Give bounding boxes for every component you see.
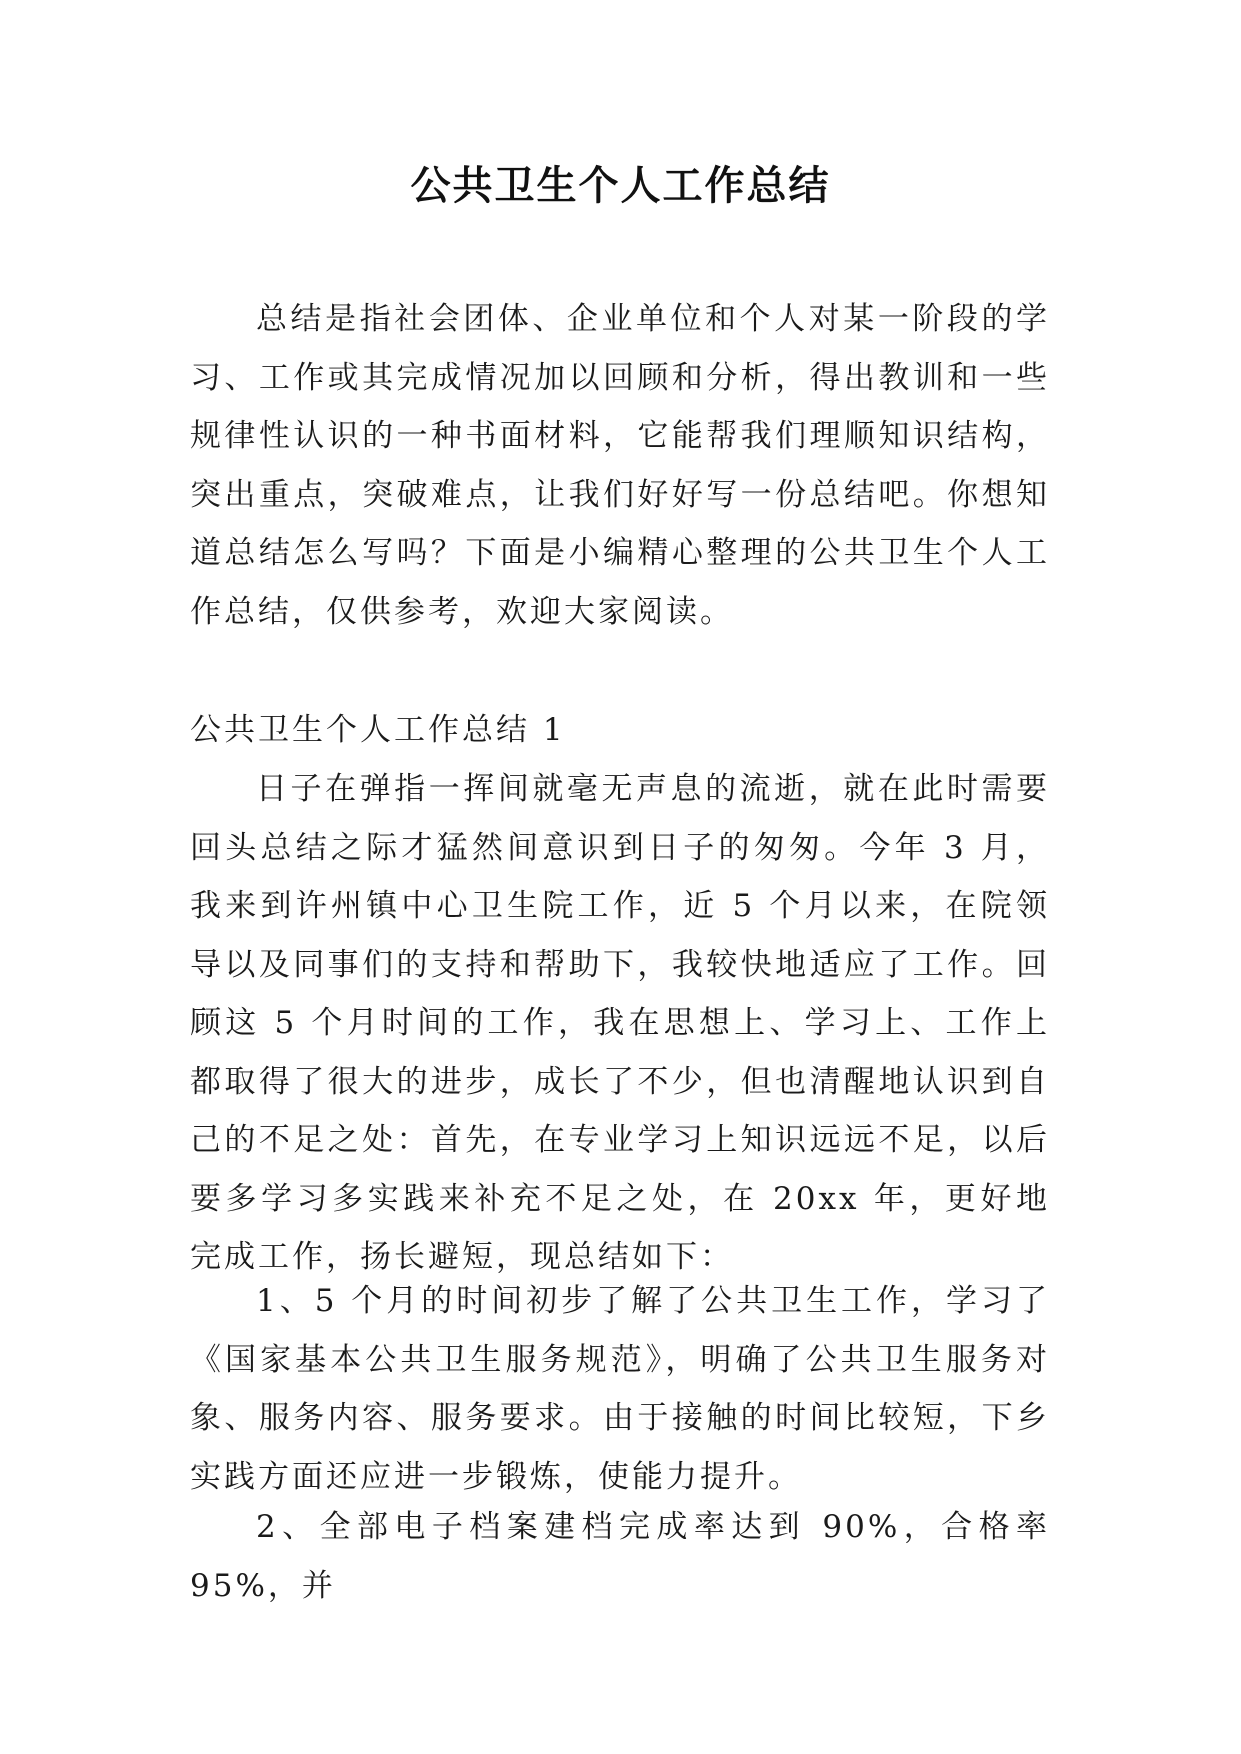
section-heading: 公共卫生个人工作总结 1 bbox=[190, 712, 566, 748]
intro-paragraph: 总结是指社会团体、企业单位和个人对某一阶段的学习、工作或其完成情况加以回顾和分析，得出教训和一些规律性认识的一种书面材料，它能帮我们理顺知识结构，突出重点，突破难点，让我们好好写一份总结吧。你想知道总结怎么写吗？下面是小编精心整理的公共卫生个人工作总结，仅供参考，欢迎大家阅读。 bbox=[190, 301, 1050, 630]
list-item-1: 1、5 个月的时间初步了解了公共卫生工作，学习了《国家基本公共卫生服务规范》，明确了公共卫生服务对象、服务内容、服务要求。由于接触的时间比较短，下乡实践方面还应进一步锻炼，使能力提升。 bbox=[190, 1283, 1050, 1495]
document-title: 公共卫生个人工作总结 bbox=[410, 163, 831, 209]
list-item-2: 2、全部电子档案建档完成率达到 90%，合格率 95%，并 bbox=[190, 1509, 1050, 1604]
body-paragraph-1: 日子在弹指一挥间就毫无声息的流逝，就在此时需要回头总结之际才猛然间意识到日子的匆匆。今年 3 月，我来到许州镇中心卫生院工作，近 5 个月以来，在院领导以及同事们的支持和帮助下，我较快地适应了工作。回顾这 5 个月时间的工作，我在思想上、学习上、工作上都取得了很大的进步，成长了不少，但也清醒地认识到自己的不足之处：首先，在专业学习上知识远远不足，以后要多学习多实践来补充不足之处，在 20xx 年，更好地完成工作，扬长避短，现总结如下： bbox=[190, 771, 1050, 1275]
